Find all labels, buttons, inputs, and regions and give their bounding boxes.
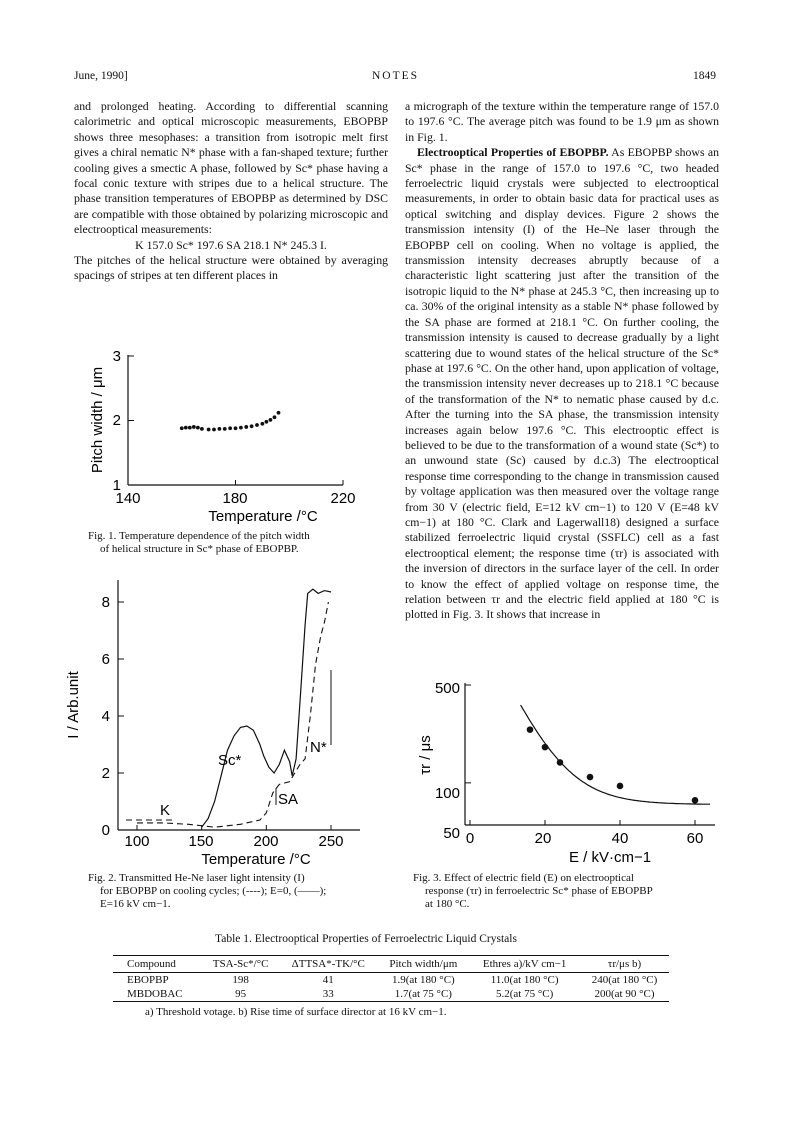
properties-table (113, 955, 669, 1002)
fig2-label-sc: Sc* (218, 752, 242, 769)
right-paragraph-2 (405, 145, 719, 623)
table-cell: 5.2(at 75 °C) (469, 987, 580, 1002)
fig1-data-point (234, 426, 238, 430)
fig1-data-point (184, 426, 188, 430)
fig1-ytick-3: 3 (112, 348, 121, 365)
right-paragraph-2-body: As EBOPBP shows an Sc* phase in the range of 157.0 to 197.6 °C, two headed ferroelectric liquid crystals were subjected to electrooptical measurements, in order to obtain basic data for practical uses as optical switching and display devices. Figure 2 shows the transmission intensity (I) of the He–Ne laser through the EBOPBP cell on cooling. When no voltage is applied, the transmission intensity decreases abruptly because of a characteristic light scattering just after the transition of the isotropic liquid to the N* phase at 245.3 °C, then increasing up to ca. 30% of the original intensity as a stable N* phase followed by the SA phase are formed at 218.1 °C. On further cooling, the transmission intensity is caused to decrease gradually by a light scattering due to wound states of the helical structure of the Sc* phase at 197.6 °C. On the other hand, upon application of voltage, the transmission intensity never decreases up to 218.1 °C because of the transformation of the N* to nematic phase caused by d.c. After the turning into the SA phase, the transmission intensity increases again below 197.6 °C. This electrooptic effect is believed to be due to the transformation of a wound state (Sc*) to an unwound state (Sc) caused by d.c.3) The electrooptical response time corresponding to the change in transmission caused by voltage application was then measured over the voltage range from 30 V (electric field, E=12 kV cm−1) to 120 V (E=48 kV cm−1) at 180 °C. Clark and Lagerwall18) designed a surface stabilized ferroelectric liquid crystal (SSFLC) cell as a fast electrooptical element; the response time (τr) is associated with the inversion of directors in the surface layer of the cell. In order to know the effect of applied voltage on response time, the relation between τr and the electric field applied at 180 °C is plotted in Fig. 3. It shows that increase in (405, 145, 719, 622)
fig1-y-label: Pitch width / μm (89, 366, 106, 474)
figure-2-chart (60, 575, 380, 870)
table-header-row (113, 956, 669, 973)
fig1-points (180, 411, 281, 432)
running-header-left: June, 1990] (74, 70, 128, 82)
figure-2-caption (88, 872, 398, 911)
table-footnote: a) Threshold votage. b) Rise time of surface director at 16 kV cm−1. (145, 1006, 447, 1018)
fig3-xtick-60: 60 (686, 830, 704, 847)
fig1-data-point (207, 428, 211, 432)
fig2-caption-line-3: E=16 kV cm−1. (100, 898, 171, 910)
table-title: Table 1. Electrooptical Properties of Ferroelectric Liquid Crystals (215, 933, 517, 945)
fig2-ytick-0: 0 (101, 822, 110, 839)
fig2-ytick-8: 8 (101, 594, 110, 611)
fig3-xtick-40: 40 (611, 830, 629, 847)
fig3-caption-line-1: Fig. 3. Effect of electric field (E) on electrooptical (413, 872, 634, 884)
fig2-xtick-100: 100 (124, 833, 150, 850)
fig1-data-point (200, 427, 204, 431)
fig1-data-point (260, 422, 264, 426)
fig2-ytick-6: 6 (101, 651, 110, 668)
fig2-xtick-200: 200 (253, 833, 279, 850)
fig1-caption-line-2: of helical structure in Sc* phase of EBOPBP. (100, 543, 299, 555)
fig3-caption-line-3: at 180 °C. (425, 898, 470, 910)
running-header-title: NOTES (372, 70, 420, 82)
table-cell: EBOPBP (127, 974, 169, 986)
fig1-data-point (250, 424, 254, 428)
table-cell: 1.7(at 75 °C) (377, 987, 469, 1002)
table-header-cell: ΔTTSA*-TK/°C (279, 956, 377, 973)
fig2-y-label: I / Arb.unit (65, 671, 82, 739)
fig2-caption-line-2: for EBOPBP on cooling cycles; (----); E=0, (——); (100, 885, 327, 897)
table-header-cell: Ethres a)/kV cm−1 (469, 956, 580, 973)
fig3-ytick-500: 500 (434, 680, 460, 697)
fig1-caption-line-1: Fig. 1. Temperature dependence of the pitch width (88, 530, 310, 542)
fig2-ytick-4: 4 (101, 708, 110, 725)
fig3-x-label: E / kV·cm−1 (568, 849, 652, 866)
table-cell: 95 (202, 987, 279, 1002)
fig3-data-point (542, 744, 549, 751)
fig1-data-point (228, 426, 232, 430)
fig3-fit-curve (521, 705, 710, 804)
table-1 (113, 940, 669, 1002)
fig3-caption-line-2: response (τr) in ferroelectric Sc* phase of EBOPBP (425, 885, 653, 897)
right-paragraph-1: a micrograph of the texture within the temperature range of 157.0 to 197.6 °C. The average pitch was found to be 1.9 μm as shown in Fig. 1. (405, 99, 719, 144)
table-cell: 198 (232, 974, 249, 986)
fig3-ytick-100: 100 (434, 785, 460, 802)
fig1-data-point (244, 425, 248, 429)
fig1-ytick-2: 2 (112, 412, 121, 429)
right-column (405, 99, 719, 623)
fig1-ytick-1: 1 (112, 477, 121, 494)
fig2-xtick-150: 150 (188, 833, 214, 850)
left-paragraph-1: and prolonged heating. According to differential scanning calorimetric and optical microscopic measurements, EBOPBP shows three mesophases: a transition from isotropic melt first gives a chiral nematic N* phase with a fan-shaped texture; further cooling gives a smectic A phase, followed by Sc* phase having a focal conic texture with stripes due to a helical structure. The phase transition temperatures of EBOPBP as determined by DSC are compatible with those obtained by polarizing microscopic and electrooptical measurements: (74, 99, 388, 237)
figure-3-chart (410, 675, 730, 867)
fig1-data-point (196, 426, 200, 430)
fig2-caption-line-1: Fig. 2. Transmitted He-Ne laser light intensity (I) (88, 872, 305, 884)
figure-1-caption (88, 530, 388, 556)
figure-3-caption (413, 872, 723, 911)
fig1-data-point (180, 426, 184, 430)
figure-1-chart (78, 345, 378, 525)
fig2-xtick-250: 250 (318, 833, 344, 850)
fig1-data-point (269, 418, 273, 422)
page-number: 1849 (693, 70, 716, 82)
fig3-y-label: τr / μs (417, 735, 434, 775)
fig3-points (527, 726, 699, 803)
fig1-data-point (277, 411, 281, 415)
fig1-data-point (212, 428, 216, 432)
fig2-x-label: Temperature /°C (201, 851, 311, 868)
fig3-data-point (527, 726, 534, 733)
table-cell: 1.9(at 180 °C) (391, 974, 455, 986)
fig2-ytick-2: 2 (101, 765, 110, 782)
fig1-data-point (239, 426, 243, 430)
fig2-label-k: K (160, 802, 171, 819)
fig1-data-point (273, 415, 277, 419)
section-heading: Electrooptical Properties of EBOPBP. (417, 145, 609, 160)
fig3-xtick-20: 20 (534, 830, 552, 847)
fig3-data-point (692, 797, 699, 804)
fig3-xtick-0: 0 (465, 830, 475, 847)
fig3-data-point (557, 759, 564, 766)
table-header-cell: τr/μs b) (580, 956, 669, 973)
fig1-data-point (217, 427, 221, 431)
table-cell: MBDOBAC (113, 987, 202, 1002)
fig1-x-label: Temperature /°C (208, 508, 318, 525)
table-cell: 240(at 180 °C) (591, 974, 658, 986)
phase-sequence-equation: K 157.0 Sc* 197.6 SA 218.1 N* 245.3 I. (135, 237, 327, 252)
fig1-xtick-220: 220 (330, 490, 356, 507)
table-cell: 200(at 90 °C) (580, 987, 669, 1002)
fig1-xtick-140: 140 (115, 490, 141, 507)
fig3-ytick-50: 50 (443, 825, 460, 842)
table-row (113, 987, 669, 1002)
left-paragraph-2: The pitches of the helical structure were obtained by averaging spacings of stripes at ten different places in (74, 253, 388, 283)
table-cell: 33 (279, 987, 377, 1002)
fig1-data-point (188, 426, 192, 430)
fig1-data-point (265, 420, 269, 424)
fig1-data-point (223, 427, 227, 431)
fig1-xtick-180: 180 (222, 490, 248, 507)
table-header-cell: Pitch width/μm (377, 956, 469, 973)
left-column (74, 99, 388, 284)
fig1-ticks (128, 356, 343, 485)
fig3-ticks (465, 685, 695, 825)
table-row (113, 973, 669, 988)
fig2-label-sa: SA (278, 791, 299, 808)
fig1-data-point (255, 423, 259, 427)
table-header-cell: TSA-Sc*/°C (202, 956, 279, 973)
fig2-label-n: N* (310, 739, 327, 756)
table-header-cell: Compound (113, 956, 202, 973)
table-cell: 41 (322, 974, 334, 986)
fig3-data-point (587, 774, 594, 781)
fig1-data-point (192, 425, 196, 429)
fig3-data-point (617, 783, 624, 790)
table-cell: 11.0(at 180 °C) (490, 974, 559, 986)
